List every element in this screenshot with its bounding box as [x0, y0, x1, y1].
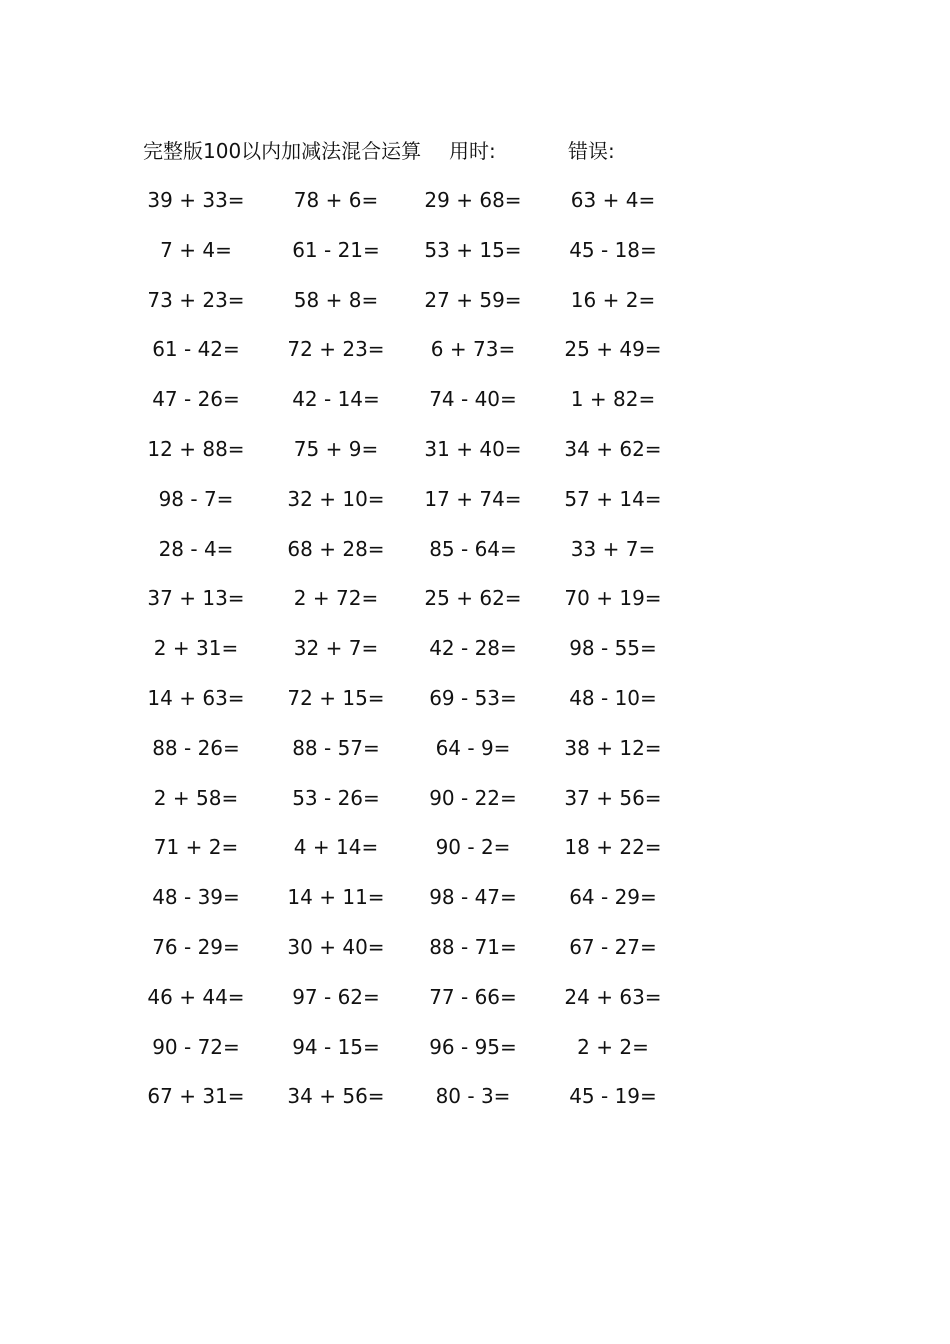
math-problem: 45 - 19=	[569, 1084, 657, 1109]
math-problem: 32 + 10=	[287, 486, 385, 511]
math-problem: 75 + 9=	[293, 436, 379, 461]
worksheet-header	[143, 136, 703, 166]
math-problem: 48 - 10=	[569, 685, 657, 710]
math-problem: 88 - 26=	[152, 735, 240, 760]
math-problem: 70 + 19=	[564, 586, 662, 611]
math-problem: 32 + 7=	[293, 636, 379, 661]
math-problem: 74 - 40=	[429, 387, 517, 412]
worksheet-title: 完整版100以内加减法混合运算	[143, 139, 422, 163]
math-problem: 45 - 18=	[569, 237, 657, 262]
math-problem: 98 - 47=	[429, 885, 517, 910]
math-problem: 88 - 71=	[429, 934, 517, 959]
math-problem: 2 + 31=	[153, 636, 239, 661]
math-problem: 61 - 42=	[152, 337, 240, 362]
math-problem: 77 - 66=	[429, 984, 517, 1009]
math-problem: 53 + 15=	[424, 237, 522, 262]
problem-row	[0, 1032, 950, 1082]
problem-row	[0, 583, 950, 633]
math-problem: 34 + 56=	[287, 1084, 385, 1109]
math-problem: 46 + 44=	[147, 984, 245, 1009]
math-problem: 4 + 14=	[293, 835, 379, 860]
math-problem: 78 + 6=	[293, 188, 379, 212]
math-problem: 64 - 9=	[435, 735, 511, 760]
problem-row	[0, 832, 950, 882]
math-problem: 67 - 27=	[569, 934, 657, 959]
math-problem: 17 + 74=	[424, 486, 522, 511]
problem-row	[0, 484, 950, 534]
math-problem: 63 + 4=	[570, 188, 656, 212]
math-problem: 68 + 28=	[287, 536, 385, 561]
math-problem: 18 + 22=	[564, 835, 662, 860]
math-problem: 71 + 2=	[153, 835, 239, 860]
math-problem: 57 + 14=	[564, 486, 662, 511]
problem-row	[0, 683, 950, 733]
math-problem: 2 + 72=	[293, 586, 379, 611]
math-problem: 72 + 23=	[287, 337, 385, 362]
math-problem: 73 + 23=	[147, 287, 245, 312]
math-problem: 94 - 15=	[292, 1034, 380, 1059]
math-problem: 27 + 59=	[424, 287, 522, 312]
math-problem: 67 + 31=	[147, 1084, 245, 1109]
problem-grid	[0, 185, 950, 1131]
math-problem: 80 - 3=	[435, 1084, 511, 1109]
math-problem: 28 - 4=	[158, 536, 234, 561]
math-problem: 7 + 4=	[160, 237, 232, 262]
math-problem: 61 - 21=	[292, 237, 380, 262]
problem-row	[0, 285, 950, 335]
problem-row	[0, 235, 950, 285]
math-problem: 14 + 11=	[287, 885, 385, 910]
math-problem: 1 + 82=	[570, 387, 656, 412]
math-problem: 90 - 72=	[152, 1034, 240, 1059]
math-problem: 30 + 40=	[287, 934, 385, 959]
math-problem: 31 + 40=	[424, 436, 522, 461]
math-problem: 64 - 29=	[569, 885, 657, 910]
math-problem: 98 - 55=	[569, 636, 657, 661]
math-problem: 37 + 13=	[147, 586, 245, 611]
math-problem: 6 + 73=	[430, 337, 516, 362]
problem-row	[0, 384, 950, 434]
math-problem: 38 + 12=	[564, 735, 662, 760]
problem-row	[0, 434, 950, 484]
math-problem: 90 - 2=	[435, 835, 511, 860]
math-problem: 85 - 64=	[429, 536, 517, 561]
math-problem: 39 + 33=	[147, 188, 245, 212]
math-problem: 72 + 15=	[287, 685, 385, 710]
math-problem: 33 + 7=	[570, 536, 656, 561]
math-problem: 42 - 28=	[429, 636, 517, 661]
math-problem: 69 - 53=	[429, 685, 517, 710]
math-problem: 37 + 56=	[564, 785, 662, 810]
math-problem: 24 + 63=	[564, 984, 662, 1009]
problem-row	[0, 334, 950, 384]
math-problem: 29 + 68=	[424, 188, 522, 212]
math-problem: 2 + 2=	[577, 1034, 649, 1059]
math-problem: 25 + 49=	[564, 337, 662, 362]
math-problem: 58 + 8=	[293, 287, 379, 312]
error-label: 错误:	[568, 139, 615, 163]
time-label: 用时:	[449, 139, 496, 163]
math-problem: 97 - 62=	[292, 984, 380, 1009]
math-problem: 88 - 57=	[292, 735, 380, 760]
math-problem: 76 - 29=	[152, 934, 240, 959]
math-problem: 53 - 26=	[292, 785, 380, 810]
math-problem: 12 + 88=	[147, 436, 245, 461]
math-problem: 34 + 62=	[564, 436, 662, 461]
math-problem: 96 - 95=	[429, 1034, 517, 1059]
math-problem: 14 + 63=	[147, 685, 245, 710]
problem-row	[0, 783, 950, 833]
problem-row	[0, 932, 950, 982]
problem-row	[0, 185, 950, 235]
math-problem: 90 - 22=	[429, 785, 517, 810]
problem-row	[0, 633, 950, 683]
problem-row	[0, 882, 950, 932]
math-problem: 47 - 26=	[152, 387, 240, 412]
math-problem: 48 - 39=	[152, 885, 240, 910]
math-problem: 98 - 7=	[158, 486, 234, 511]
problem-row	[0, 534, 950, 584]
problem-row	[0, 982, 950, 1032]
problem-row	[0, 1081, 950, 1131]
problem-row	[0, 733, 950, 783]
math-problem: 42 - 14=	[292, 387, 380, 412]
math-problem: 16 + 2=	[570, 287, 656, 312]
math-problem: 2 + 58=	[153, 785, 239, 810]
math-problem: 25 + 62=	[424, 586, 522, 611]
